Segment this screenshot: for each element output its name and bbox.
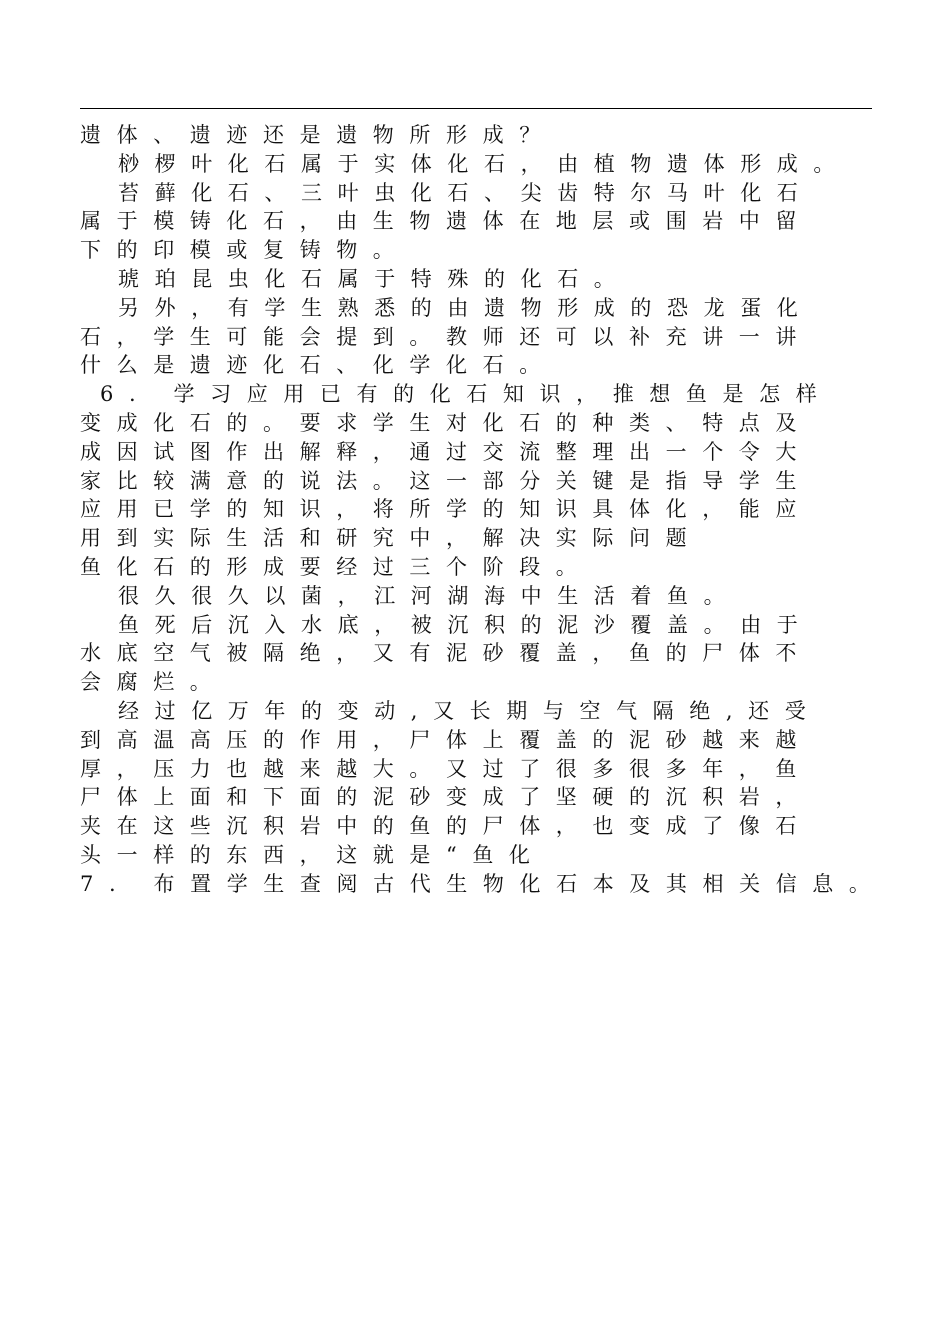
- text-line: 琥珀昆虫化石属于特殊的化石。: [118, 266, 631, 291]
- text-line: 水底空气被隔绝，又有泥砂覆盖，鱼的尸体不: [80, 641, 812, 666]
- header-rule: [80, 108, 872, 109]
- text-line: 石，学生可能会提到。教师还可以补充讲一讲: [80, 324, 812, 349]
- text-line: 苔藓化石、三叶虫化石、尖齿特尔马叶化石: [118, 180, 814, 205]
- text-line: 应用已学的知识，将所学的知识具体化，能应: [80, 497, 812, 522]
- text-line: 尸体上面和下面的泥砂变成了坚硬的沉积岩，: [80, 785, 812, 810]
- text-line: 遗体、遗迹还是遗物所形成？: [80, 123, 556, 147]
- text-line: 另外，有学生熟悉的由遗物形成的恐龙蛋化: [118, 295, 814, 320]
- text-line: 6. 学习应用已有的化石知识，推想鱼是怎样: [100, 382, 833, 407]
- text-line: 很久很久以菌，江河湖海中生活着鱼。: [118, 583, 741, 608]
- document-body: [80, 121, 886, 899]
- text-line: 属于模铸化石，由生物遗体在地层或围岩中留: [80, 209, 812, 234]
- text-line: 鱼化石的形成要经过三个阶段。: [80, 554, 593, 579]
- text-line: 7. 布置学生查阅古代生物化石本及其相关信息。: [80, 871, 886, 896]
- text-line: 到高温高压的作用，尸体上覆盖的泥砂越来越: [80, 727, 812, 752]
- text-line: 夹在这些沉积岩中的鱼的尸体，也变成了像石: [80, 814, 812, 839]
- text-line: 什么是遗迹化石、化学化石。: [80, 353, 556, 378]
- text-line: 成因试图作出解释，通过交流整理出一个令大: [80, 439, 812, 464]
- text-line: 用到实际生活和研究中，解决实际问题: [80, 526, 703, 551]
- text-line: 桫椤叶化石属于实体化石，由植物遗体形成。: [118, 151, 850, 176]
- text-line: 头一样的东西，这就是“鱼化: [80, 842, 546, 867]
- text-line: 厚，压力也越来越大。又过了很多很多年，鱼: [80, 756, 812, 781]
- text-line: 变成化石的。要求学生对化石的种类、特点及: [80, 410, 812, 435]
- text-line: 家比较满意的说法。这一部分关键是指导学生: [80, 468, 812, 493]
- text-line: 鱼死后沉入水底，被沉积的泥沙覆盖。由于: [118, 612, 814, 637]
- text-line: 会腐烂。: [80, 670, 227, 695]
- text-line: 经过亿万年的变动,又长期与空气隔绝,还受: [118, 698, 822, 723]
- text-line: 下的印模或复铸物。: [80, 238, 410, 263]
